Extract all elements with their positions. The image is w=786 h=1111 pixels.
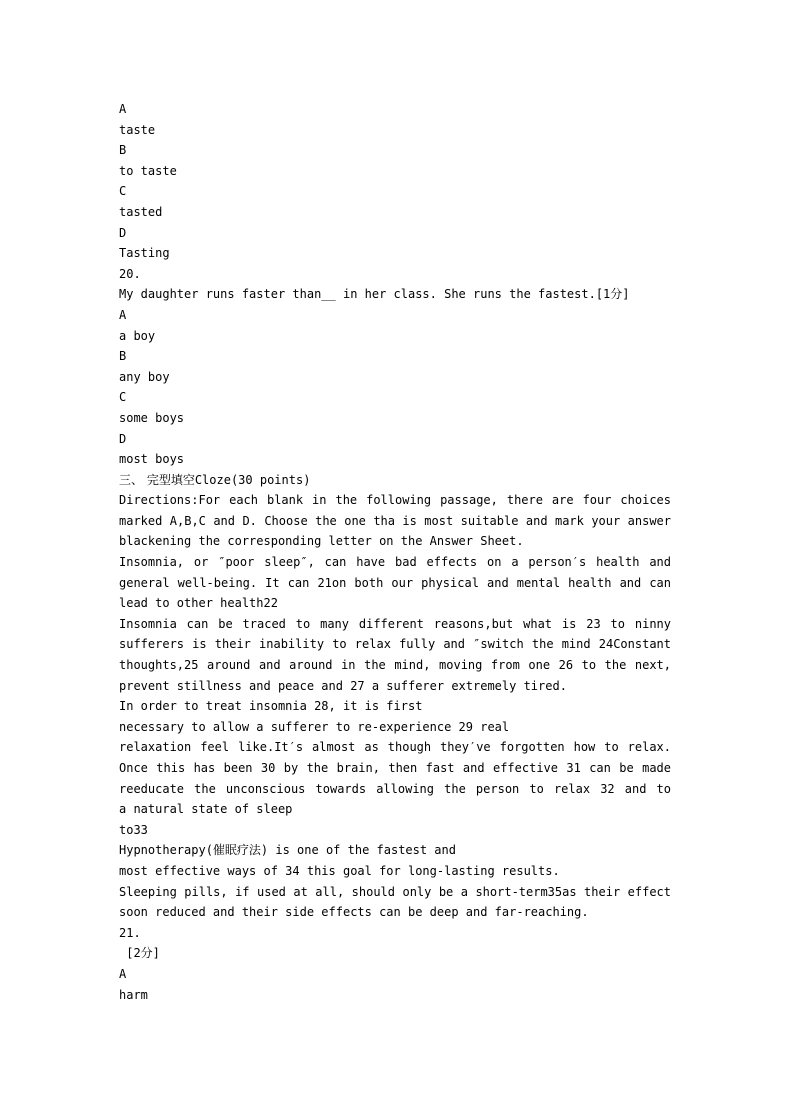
option-text: any boy bbox=[119, 369, 170, 384]
option-text: most boys bbox=[119, 452, 185, 467]
option-letter: C bbox=[119, 390, 127, 405]
passage-line: Sleeping pills, if used at all, should only be a short-term35as their effect bbox=[119, 884, 671, 899]
option-text: harm bbox=[119, 987, 148, 1002]
question-stem: My daughter runs faster than__ in her class. She runs the fastest.[1分] bbox=[119, 287, 630, 302]
passage-line: prevent stillness and peace and 27 a sufferer extremely tired. bbox=[119, 678, 567, 693]
option-text: some boys bbox=[119, 410, 185, 425]
passage-line: lead to other health22 bbox=[119, 596, 278, 611]
passage-line: to33 bbox=[119, 822, 148, 837]
option-text: Tasting bbox=[119, 246, 170, 261]
question-20 bbox=[119, 264, 671, 470]
passage-line: most effective ways of 34 this goal for long-lasting results. bbox=[119, 863, 560, 878]
option-text: taste bbox=[119, 122, 156, 137]
option-text: tasted bbox=[119, 204, 163, 219]
passage-line: marked A,B,C and D. Choose the one tha is most suitable and mark your answer bbox=[119, 513, 671, 528]
passage-line: thoughts,25 around and around in the mind, moving from one 26 to the next, bbox=[119, 658, 671, 673]
passage-line: blackening the corresponding letter on the Answer Sheet. bbox=[119, 534, 524, 549]
passage-line: relaxation feel like.It′s almost as though they′ve forgotten how to relax. bbox=[119, 740, 671, 755]
option-letter: C bbox=[119, 184, 127, 199]
option-letter: A bbox=[119, 966, 127, 981]
passage-line: In order to treat insomnia 28, it is first bbox=[119, 699, 423, 714]
passage-line: general well-being. It can 21on both our physical and mental health and can bbox=[119, 575, 671, 590]
section-heading bbox=[119, 470, 671, 491]
question-stem: [2分] bbox=[119, 946, 160, 961]
option-text: a boy bbox=[119, 328, 156, 343]
option-letter: B bbox=[119, 143, 127, 158]
passage-line: Hypnotherapy(催眠疗法) is one of the fastest and bbox=[119, 843, 456, 858]
passage-line: Insomnia, or ″poor sleep″, can have bad effects on a person′s health and bbox=[119, 555, 671, 570]
option-letter: A bbox=[119, 102, 127, 116]
passage-line: sufferers is their inability to relax fully and ″switch the mind 24Constant bbox=[119, 637, 671, 652]
passage-line: Directions:For each blank in the following passage, there are four choices bbox=[119, 493, 671, 508]
passage-line: soon reduced and their side effects can be deep and far-reaching. bbox=[119, 905, 589, 920]
option-letter: D bbox=[119, 225, 127, 240]
option-letter: A bbox=[119, 307, 127, 322]
section-heading-en: Cloze(30 points) bbox=[194, 472, 311, 487]
q19-options bbox=[119, 99, 671, 264]
question-number: 20. bbox=[119, 266, 141, 281]
passage-line: reeducate the unconscious towards allowing the person to relax 32 and to bbox=[119, 781, 671, 796]
exam-content bbox=[119, 99, 671, 1005]
option-letter: B bbox=[119, 349, 127, 364]
cloze-passage bbox=[119, 490, 671, 922]
passage-line: Once this has been 30 by the brain, then fast and effective 31 can be made bbox=[119, 761, 671, 775]
section-heading-cn: 三、 完型填空 bbox=[119, 472, 195, 487]
passage-line: necessary to allow a sufferer to re-experience 29 real bbox=[119, 719, 510, 734]
option-letter: D bbox=[119, 431, 127, 446]
passage-line: a natural state of sleep bbox=[119, 802, 293, 817]
option-text: to taste bbox=[119, 163, 177, 178]
passage-line: Insomnia can be traced to many different reasons,but what is 23 to ninny bbox=[119, 616, 671, 631]
question-number: 21. bbox=[119, 925, 141, 940]
question-21 bbox=[119, 923, 671, 1005]
